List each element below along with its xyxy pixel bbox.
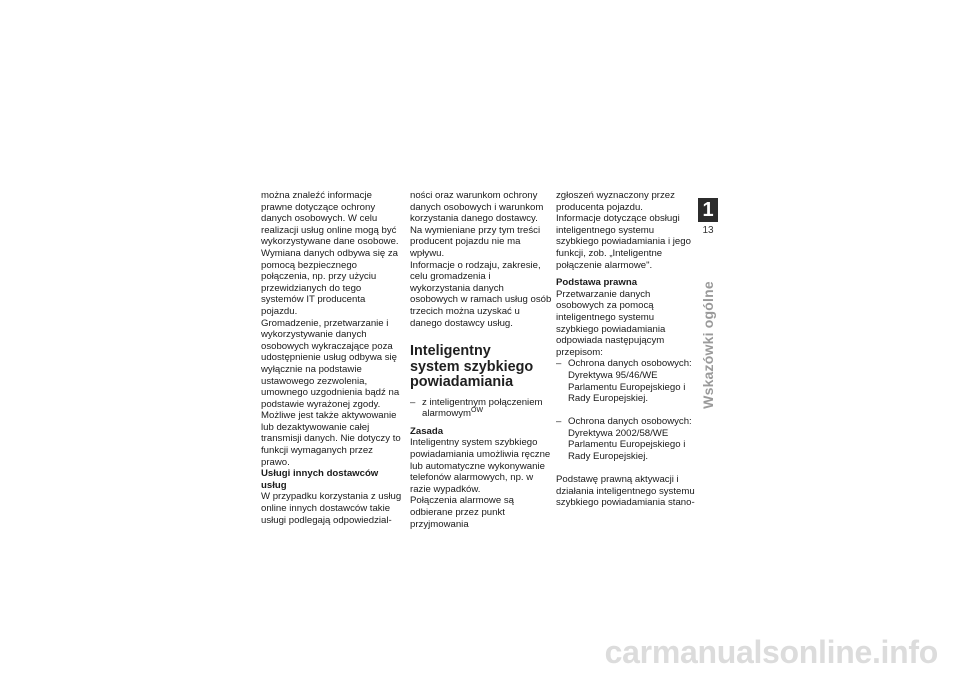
option-superscript: OW <box>471 407 484 415</box>
paragraph: Połączenia alarmowe są odbierane przez punkt przyjmowania <box>410 495 514 530</box>
text-column-2 <box>410 190 552 530</box>
section-heading: Zasada <box>410 425 444 437</box>
paragraph: Informacje dotyczące obsługi inteligentnego systemu szybkiego powiadamiania i jego funkcji, zob. „Inteligentne połączenie alarmowe". <box>556 213 691 271</box>
chapter-side-title <box>682 281 734 409</box>
section-heading: Podstawa prawna <box>556 277 638 289</box>
page-number: 13 <box>702 225 714 236</box>
section-heading: Usługi innych dostawców usług <box>261 468 379 491</box>
list-item-text: Ochrona danych osobowych: Dyrektywa 2002/58/WE Parlamentu Europejskiego i Rady Europejskiej. <box>568 416 692 463</box>
chapter-number-badge: 1 <box>698 198 718 222</box>
list-item-text: z inteligentnym połączeniem alarmowym <box>422 396 543 420</box>
chapter-side-title-text: Wskazówki ogólne <box>700 281 716 409</box>
list-item <box>556 358 698 404</box>
text-column-3 <box>556 190 698 509</box>
paragraph: W przypadku korzystania z usług online innych dostawców takie usługi podlegają odpowiedzial- <box>261 491 402 526</box>
paragraph: Informacje o rodzaju, zakresie, celu gromadzenia i wykorzystania danych osobowych w ramach usług osób trzecich można uzyskać u danego dostawcy usług. <box>410 259 552 329</box>
section-title-line: Inteligentny <box>410 343 491 360</box>
section-title-line: powiadamiania <box>410 374 514 391</box>
paragraph: Przetwarzanie danych osobowych za pomocą inteligentnego systemu szybkiego powiadamiania odpowiada następującym przepisom: <box>556 288 666 358</box>
paragraph: Gromadzenie, przetwarzanie i wykorzystywanie danych osobowych wykraczające poza udostępnienie usług odbywa się wyłącznie na podstawie ustawowego zezwolenia, umownego uzgodnienia bądź na podstawie wyrażonej zgody. Możliwe jest także aktywowanie lub dezaktywowanie całej transmisji danych. Nie dotyczy to funkcji wymaganych przez prawo. <box>261 317 401 468</box>
section-title <box>410 344 552 391</box>
text-column-1 <box>261 190 403 526</box>
dash-bullet: – <box>410 396 416 408</box>
paragraph: można znaleźć informacje prawne dotyczące ochrony danych osobowych. W celu realizacji usług online mogą być wykorzystywane dane osobowe. Wymiana danych odbywa się za pomocą bezpiecznego połączenia, np. przy użyciu przewidzianych do tego systemów IT producenta pojazdu. <box>261 190 399 317</box>
dash-bullet: – <box>556 416 562 428</box>
list-item <box>410 397 552 420</box>
paragraph: Podstawę prawną aktywacji i działania inteligentnego systemu szybkiego powiadamiania stano- <box>556 474 695 509</box>
section-title-line: system szybkiego <box>410 358 534 375</box>
dash-bullet: – <box>556 358 562 370</box>
watermark: carmanualsonline.info <box>604 634 938 670</box>
list-item-text: Ochrona danych osobowych: Dyrektywa 95/46/WE Parlamentu Europejskiego i Rady Europejskiej. <box>568 358 692 405</box>
paragraph: zgłoszeń wyznaczony przez producenta pojazdu. <box>556 190 675 213</box>
paragraph: ności oraz warunkom ochrony danych osobowych i warunkom korzystania danego dostawcy. Na wymieniane przy tym treści producent pojazdu nie ma wpływu. <box>410 190 544 259</box>
paragraph: Inteligentny system szybkiego powiadamiania umożliwia ręczne lub automatyczne wykonywanie telefonów alarmowych, np. w razie wypadków. <box>410 437 551 495</box>
list-item <box>556 416 698 462</box>
